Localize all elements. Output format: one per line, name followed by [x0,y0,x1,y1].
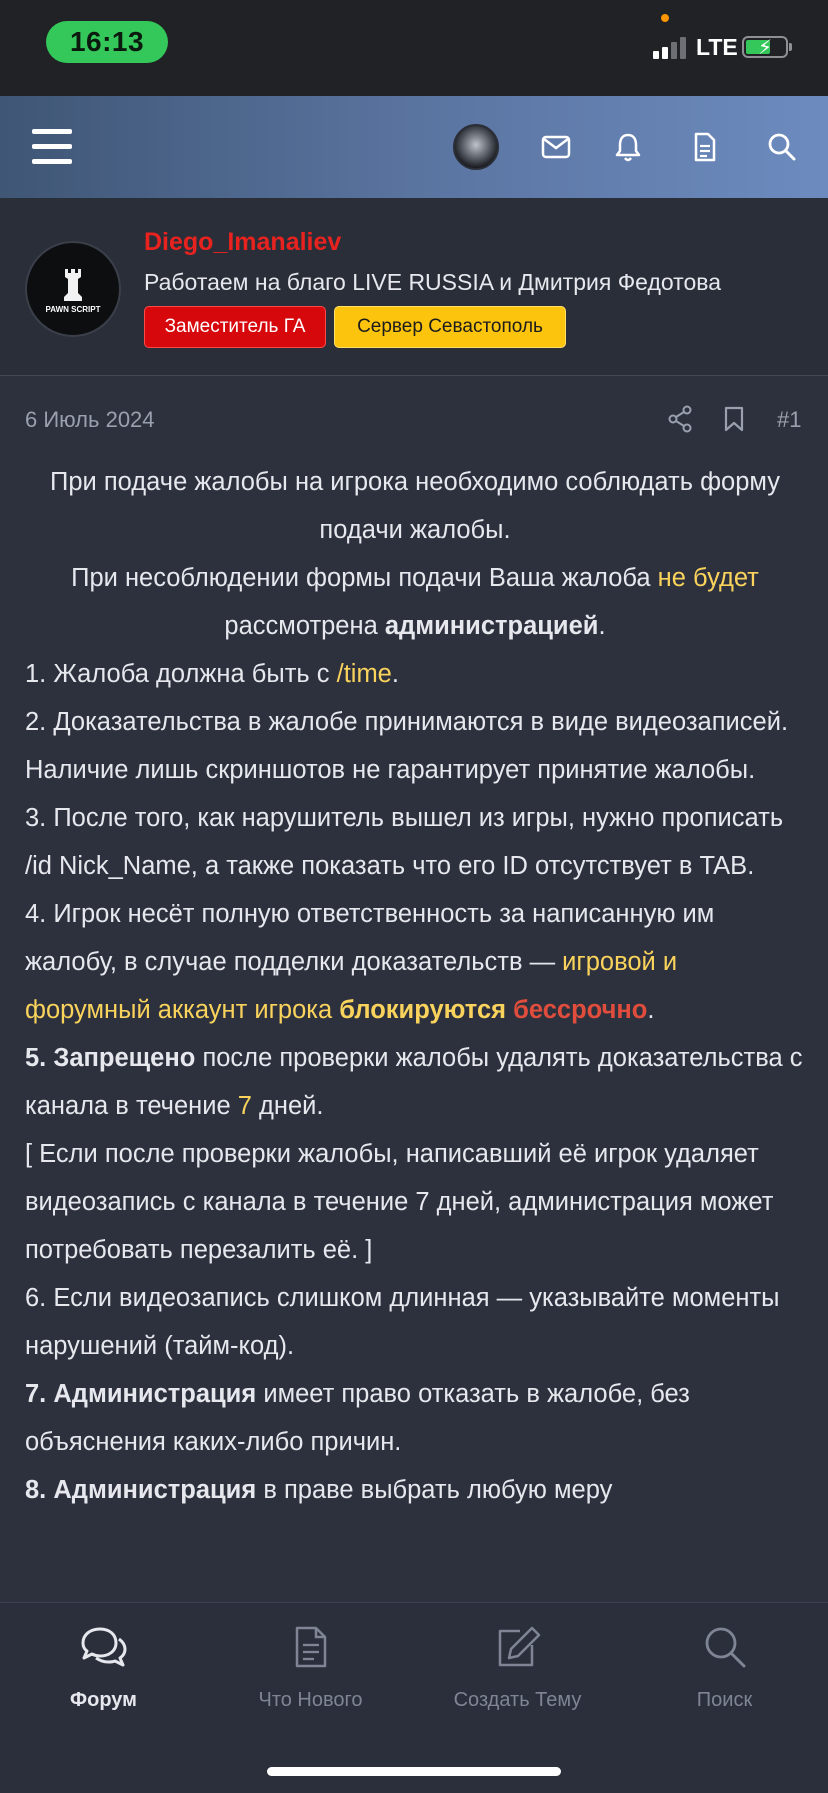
post-body [25,458,805,1514]
intro-line-2: При несоблюдении формы подачи Ваша жалоба не будет рассмотрена администрацией. [71,564,759,640]
post-author-block [0,198,828,376]
tab-forum[interactable] [0,1621,207,1712]
tab-search[interactable] [621,1621,828,1712]
badge-server: Сервер Севастополь [334,306,566,348]
search-icon[interactable] [762,127,802,167]
menu-icon[interactable] [32,129,72,165]
document-icon[interactable] [685,127,725,167]
rule-7: 7. Администрация имеет право отказать в жалобе, без объяснения каких-либо причин. [25,1380,690,1456]
share-icon[interactable] [664,403,696,435]
post-date[interactable]: 6 Июль 2024 [25,407,155,432]
search-icon [699,1621,751,1673]
badge-deputy-ga: Заместитель ГА [144,306,326,348]
mail-icon[interactable] [536,127,576,167]
tab-label: Форум [70,1689,137,1711]
author-status: Работаем на благо LIVE RUSSIA и Дмитрия Федотова [144,269,721,295]
network-type: LTE [696,34,738,60]
tab-label: Поиск [696,1689,753,1711]
top-nav [0,96,828,200]
rule-2: 2. Доказательства в жалобе принимаются в виде видеозаписей. Наличие лишь скриншотов не гарантирует принятие жалобы. [25,708,789,784]
rule-6: 6. Если видеозапись слишком длинная — указывайте моменты нарушений (тайм-код). [25,1284,780,1360]
author-avatar[interactable] [25,241,121,337]
bell-icon[interactable] [608,127,648,167]
author-name[interactable]: Diego_Imanaliev [144,228,342,256]
intro-line-1: При подаче жалобы на игрока необходимо соблюдать форму подачи жалобы. [50,468,780,544]
rule-4: 4. Игрок несёт полную ответственность за написанную им жалобу, в случае подделки доказательств — игровой и форумный аккаунт игрока блокируются бессрочно. [25,900,715,1024]
battery-icon: ⚡ [742,36,788,58]
forum-icon [78,1621,130,1673]
chess-rook-icon [60,265,86,305]
tab-label: Что Нового [258,1689,363,1711]
rule-3: 3. После того, как нарушитель вышел из игры, нужно прописать /id Nick_Name, а также показать что его ID отсутствует в TAB. [25,804,784,880]
privacy-indicator-dot [661,14,669,22]
document-icon [285,1621,337,1673]
rule-5: 5. Запрещено после проверки жалобы удалять доказательства с канала в течение 7 дней. [25,1044,803,1120]
compose-icon [492,1621,544,1673]
bookmark-icon[interactable] [718,403,750,435]
rule-1: 1. Жалоба должна быть с /time. [25,660,399,688]
signal-strength-icon [653,37,686,59]
tab-whats-new[interactable] [207,1621,414,1712]
rule-8: 8. Администрация в праве выбрать любую меру [25,1476,613,1504]
status-bar [0,0,828,96]
user-avatar[interactable] [453,124,499,170]
bottom-tab-bar [0,1602,828,1793]
avatar-brand-text: PAWN SCRIPT [45,304,101,314]
rule-5-note: [ Если после проверки жалобы, написавший её игрок удаляет видеозапись с канала в течение 7 дней, администрация может потребовать перезалить её. ] [25,1140,774,1264]
battery-cap [789,43,792,51]
status-time: 16:13 [46,21,168,63]
home-indicator[interactable] [267,1767,561,1776]
post-number-link[interactable]: #1 [777,407,802,432]
tab-label: Создать Тему [453,1689,582,1711]
tab-create-thread[interactable] [414,1621,621,1712]
